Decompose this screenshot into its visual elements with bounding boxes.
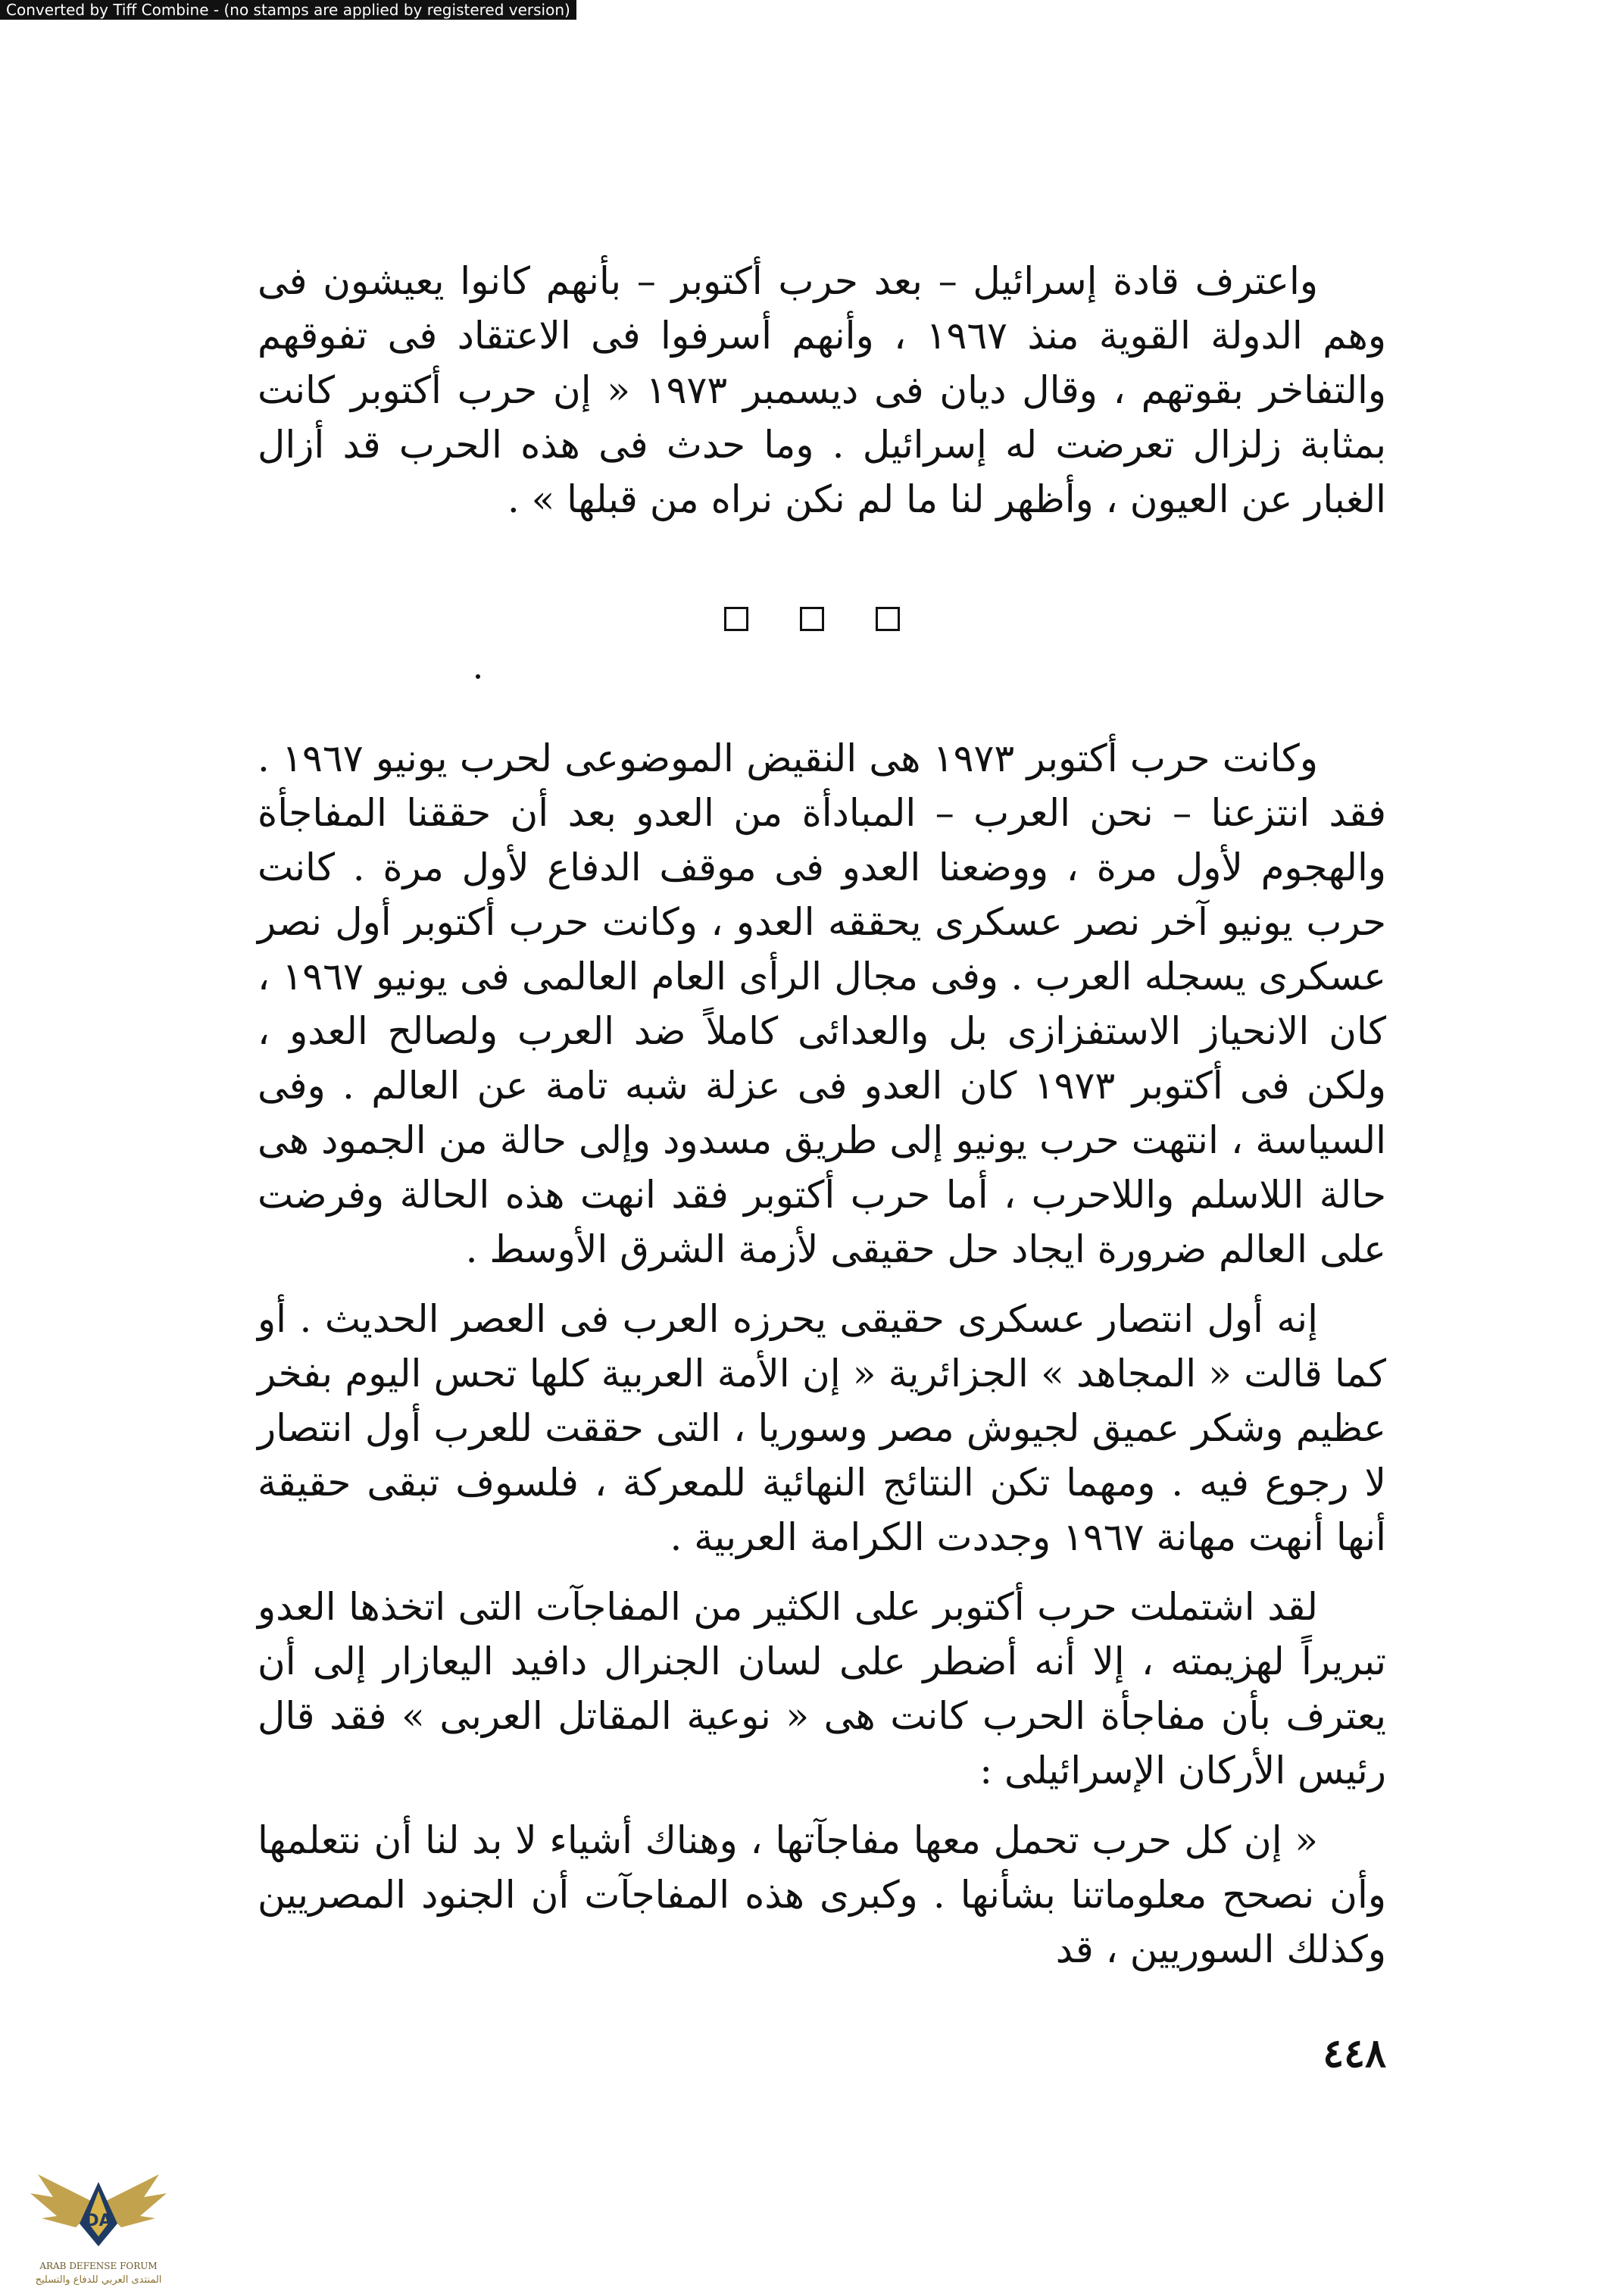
separator-square-icon bbox=[876, 607, 900, 631]
converter-banner: Converted by Tiff Combine - (no stamps are applied by registered version) bbox=[0, 0, 576, 20]
paragraph-first-victory: إنه أول انتصار عسكرى حقيقى يحرزه العرب فى العصر الحديث . أو كما قالت « المجاهد » الجزائرية « إن الأمة العربية كلها تحس اليوم بفخر عظيم وشكر عميق لجيوش مصر وسوريا ، التى حققت للعرب أول انتصار لا رجوع فيه . ومهما تكن النتائج النهائية للمعركة ، فلسوف تبقى حقيقة أنها أنهت مهانة ١٩٦٧ وجددت الكرامة العربية . bbox=[258, 1297, 1386, 1559]
paragraph-surprises: لقد اشتملت حرب أكتوبر على الكثير من المفاجآت التى اتخذها العدو تبريراً لهزيمته ، إلا أنه أضطر على لسان الجنرال دافيد اليعازار إلى أن يعترف بأن مفاجأة الحرب كانت هى « نوعية المقاتل العربى » فقد قال رئيس الأركان الإسرائيلى : bbox=[258, 1585, 1386, 1792]
watermark-subtitle: المنتدى العربي للدفاع والتسليح bbox=[35, 2274, 162, 2286]
top-text-block bbox=[258, 254, 1386, 527]
page-number: ٤٤٨ bbox=[1323, 2030, 1386, 2077]
paragraph-october-vs-june: وكانت حرب أكتوبر ١٩٧٣ هى النقيض الموضوعى لحرب يونيو ١٩٦٧ . فقد انتزعنا – نحن العرب – المبادأة من العدو بعد أن حققنا المفاجأة والهجوم لأول مرة ، ووضعنا العدو فى موقف الدفاع لأول مرة . كانت حرب يونيو آخر نصر عسكرى يحققه العدو ، وكانت حرب أكتوبر أول نصر عسكرى يسجله العرب . وفى مجال الرأى العام العالمى فى يونيو ١٩٦٧ ، كان الانحياز الاستفزازى بل والعدائى كاملاً ضد العرب ولصالح العدو ، ولكن فى أكتوبر ١٩٧٣ كان العدو فى عزلة شبه تامة عن العالم . وفى السياسة ، انتهت حرب يونيو إلى طريق مسدود وإلى حالة من الجمود هى حالة اللاسلم واللاحرب ، أما حرب أكتوبر فقد انهت هذه الحالة وفرضت على العالم ضرورة ايجاد حل حقيقى لأزمة الشرق الأوسط . bbox=[258, 736, 1386, 1271]
winged-emblem-icon bbox=[23, 2152, 174, 2265]
separator-square-icon bbox=[800, 607, 824, 631]
watermark-label: ARAB DEFENSE FORUM bbox=[39, 2261, 158, 2271]
section-separator bbox=[0, 599, 1624, 636]
logo-initials: DA bbox=[85, 2211, 112, 2230]
paragraph-quote: « إن كل حرب تحمل معها مفاجآتها ، وهناك أشياء لا بد لنا أن نتعلمها وأن نصحح معلوماتنا بشأنها . وكبرى هذه المفاجآت أن الجنود المصريين وكذلك السوريين ، قد bbox=[258, 1818, 1386, 1971]
paragraph-israeli-admission: واعترف قادة إسرائيل – بعد حرب أكتوبر – بأنهم كانوا يعيشون فى وهم الدولة القوية منذ ١٩٦٧ ، وأنهم أسرفوا فى الاعتقاد فى تفوقهم والتفاخر بقوتهم ، وقال ديان فى ديسمبر ١٩٧٣ « إن حرب أكتوبر كانت بمثابة زلزال تعرضت له إسرائيل . وما حدث فى هذه الحرب قد أزال الغبار عن العيون ، وأظهر لنا ما لم نكن نراه من قبلها » . bbox=[258, 259, 1386, 521]
stray-dot bbox=[476, 674, 480, 679]
main-text-block bbox=[258, 731, 1386, 1992]
separator-square-icon bbox=[724, 607, 748, 631]
